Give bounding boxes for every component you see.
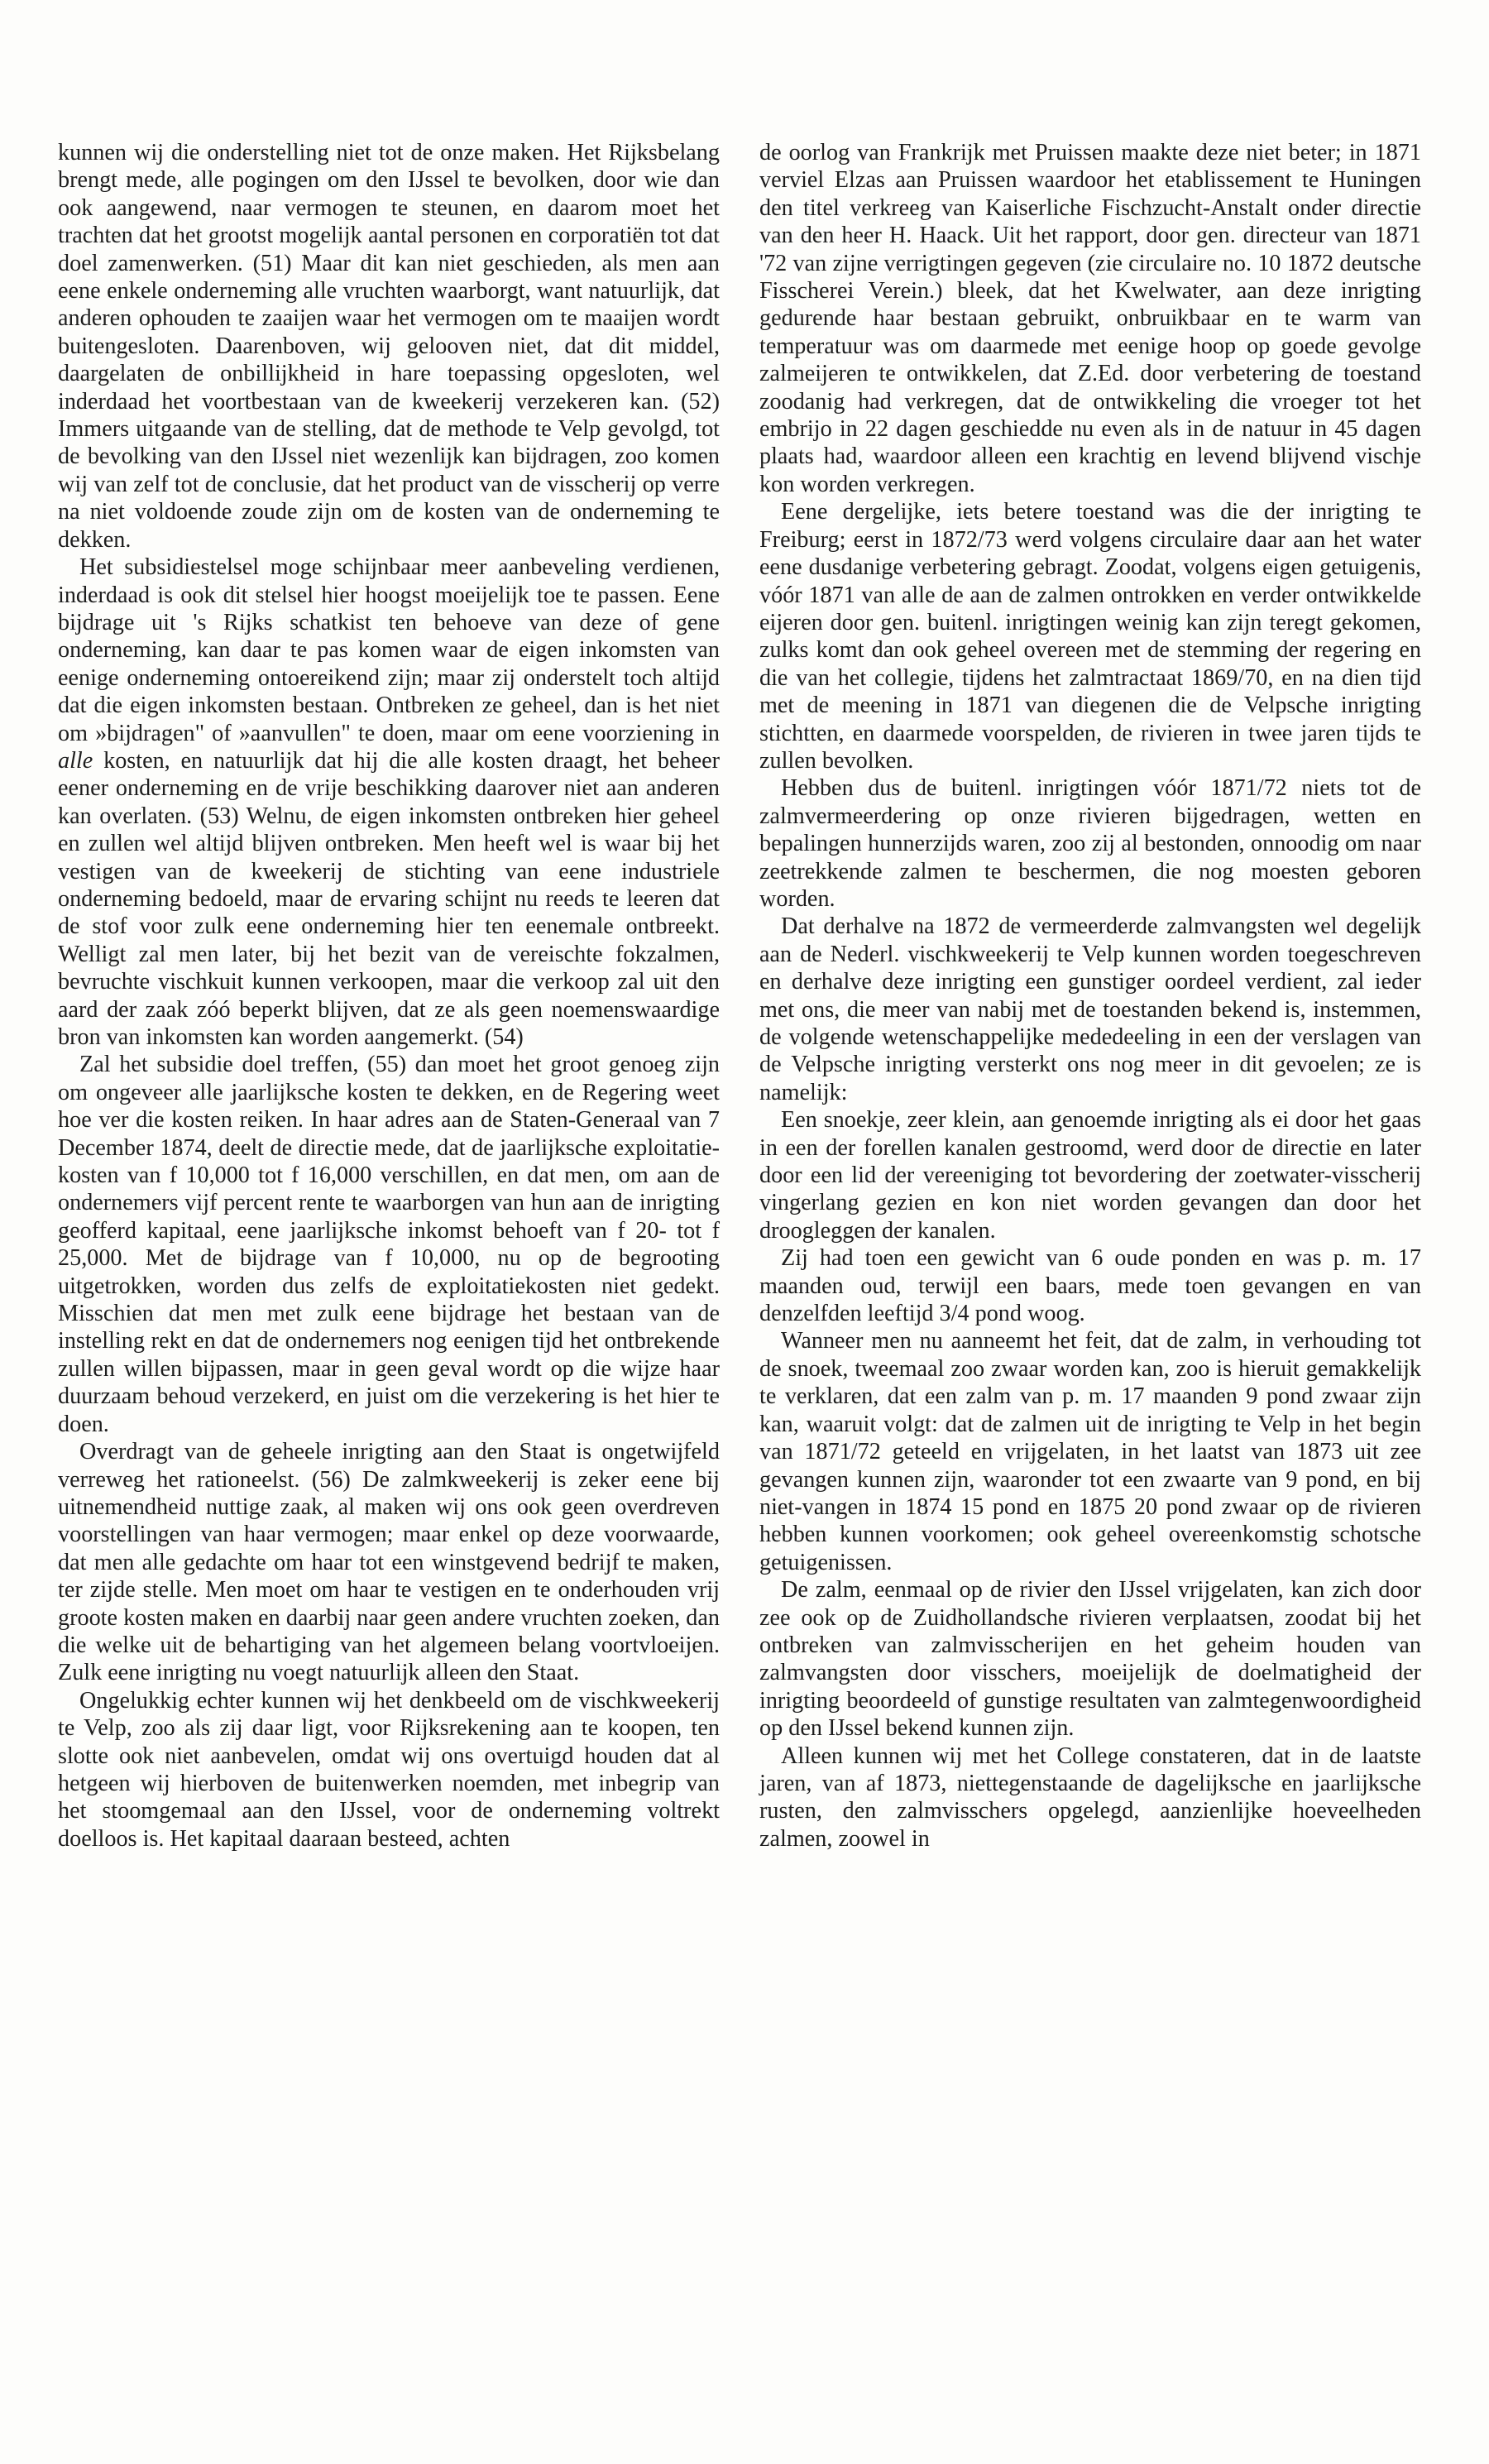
left-paragraph-1: kunnen wij die onderstelling niet tot de onze maken. Het Rijksbelang brengt mede, alle pogingen om den IJssel te bevolken, door wie dan ook aangewend, naar vermogen te steunen, en daarom moet het trachten dat het grootst mogelijk aantal personen en corporatiën tot dat doel zamenwerken. (51) Maar dit kan niet geschieden, als men aan eene enkele onderneming alle vruchten waarborgt, want natuurlijk, dat anderen ophouden te zaaijen waar het vermogen om te maaijen wordt buitengesloten. Daarenboven, wij gelooven niet, dat dit middel, daargelaten de onbillijkheid in hare toepassing opgesloten, wel inderdaad het voortbestaan van de kweekerij verzekeren kan. (52) Immers uitgaande van de stelling, dat de methode te Velp gevolgd, tot de bevolking van den IJssel niet wezenlijk kan bijdragen, zoo komen wij van zelf tot de conclusie, dat het product van de visscherij op verre na niet voldoende zoude zijn om de kosten van de onderneming te dekken. <box>58 140 720 553</box>
right-paragraph-8: De zalm, eenmaal op de rivier den IJssel vrijgelaten, kan zich door zee ook op de Zuidhollandsche rivieren verplaatsen, zoodat bij het ontbreken van zalmvisscherijen en het geheim houden van zalmvangsten door visschers, moeijelijk de doelmatigheid der inrigting beoordeeld of gunstige resultaten van zalmtegenwoordigheid op den IJssel bekend kunnen zijn. <box>759 1577 1421 1742</box>
right-paragraph-6: Zij had toen een gewicht van 6 oude ponden en was p. m. 17 maanden oud, terwijl een baars, mede toen gevangen en van denzelfden leeftijd 3/4 pond woog. <box>759 1245 1421 1327</box>
right-text-column <box>759 139 1421 1853</box>
left-paragraph-2-part-b: kosten, en natuurlijk dat hij die alle kosten draagt, het beheer eener onderneming en de vrije beschikking daarover niet aan anderen kan overlaten. (53) Welnu, de eigen inkomsten ontbreken hier geheel en zullen wel altijd blijven ontbreken. Men heeft wel is waar bij het vestigen van de kweekerij de stichting van eene industriele onderneming bedoeld, maar de ervaring schijnt nu reeds te leeren dat de stof voor zulk eene onderneming hier ten eenemale ontbreekt. Welligt zal men later, bij het bezit van de vereischte fokzalmen, bevruchte vischkuit kunnen verkoopen, maar die verkoop zal uit den aard der zaak zóó beperkt blijven, dat ze als geen noemenswaardige bron van inkomsten kan worden aangemerkt. (54) <box>58 747 720 1050</box>
left-paragraph-5: Ongelukkig echter kunnen wij het denkbeeld om de vischkweekerij te Velp, zoo als zij daar ligt, voor Rijksrekening aan te koopen, ten slotte ook niet aanbevelen, omdat wij ons overtuigd houden dat al hetgeen wij hierboven de buitenwerken noemden, met inbegrip van het stoomgemaal aan den IJssel, voor de onderneming voltrekt doelloos is. Het kapitaal daaraan besteed, achten <box>58 1687 720 1852</box>
right-paragraph-1: de oorlog van Frankrijk met Pruissen maakte deze niet beter; in 1871 verviel Elzas aan Pruissen waardoor het etablissement te Huningen den titel verkreeg van Kaiserliche Fischzucht-Anstalt onder directie van den heer H. Haack. Uit het rapport, door gen. directeur van 1871 '72 van zijne verrigtingen gegeven (zie circulaire no. 10 1872 deutsche Fisscherei Verein.) bleek, dat het Kwelwater, aan deze inrigting gedurende haar bestaan gebruikt, onbruikbaar en te warm van temperatuur was om daarmede met eenige hoop op goede gevolge zalmeijeren te ontwikkelen, dat Z.Ed. door verbetering de toestand zoodanig had verkregen, dat de ontwikkeling die vroeger tot het embrijo in 22 dagen geschiedde nu even als in de natuur in 45 dagen plaats had, waardoor alleen een krachtig en levend blijvend vischje kon worden verkregen. <box>759 140 1421 497</box>
right-paragraph-2: Eene dergelijke, iets betere toestand was die der inrigting te Freiburg; eerst in 1872/73 werd volgens circulaire daar aan het water eene dusdanige verbetering gebragt. Zoodat, volgens eigen getuigenis, vóór 1871 van alle de aan de zalmen ontrokken en verder ontwikkelde eijeren door gen. buitenl. inrigtingen weinig kan zijn teregt gekomen, zulks komt dan ook geheel overeen met de stemming der regering en die van het collegie, tijdens het zalmtractaat 1869/70, en na dien tijd met de meening in 1871 van diegenen die de Velpsche inrigting stichtten, en daarmede voorspelden, de rivieren in twee jaren tijds te zullen bevolken. <box>759 499 1421 774</box>
right-paragraph-5: Een snoekje, zeer klein, aan genoemde inrigting als ei door het gaas in een der forellen kanalen gestroomd, werd door de directie en later door een lid der vereeniging tot bevordering der zoetwater-visscherij vingerlang gezien en kon niet worden gevangen dan door het droogleggen der kanalen. <box>759 1107 1421 1244</box>
left-paragraph-4: Overdragt van de geheele inrigting aan den Staat is ongetwijfeld verreweg het rationeelst. (56) De zalmkweekerij is zeker eene bij uitnemendheid nuttige zaak, al maken wij ons ook geen overdreven voorstellingen van haar vermogen; maar enkel op deze voorwaarde, dat men alle gedachte om haar tot een winstgevend bedrijf te maken, ter zijde stelle. Men moet om haar te vestigen en te onderhouden vrij groote kosten maken en daarbij naar geen andere vruchten zoeken, dan die welke uit de behartiging van het algemeen belang voortvloeijen. Zulk eene inrigting nu voegt natuurlijk alleen den Staat. <box>58 1439 720 1686</box>
left-paragraph-3: Zal het subsidie doel treffen, (55) dan moet het groot genoeg zijn om ongeveer alle jaarlijksche kosten te dekken, en de Regering weet hoe ver die kosten reiken. In haar adres aan de Staten-Generaal van 7 December 1874, deelt de directie mede, dat de jaarlijksche exploitatie-kosten van f 10,000 tot f 16,000 verschillen, en dat men, om aan de ondernemers vijf percent rente te waarborgen van hun aan de inrigting geofferd kapitaal, eene jaarlijksche inkomst behoeft van f 20- tot f 25,000. Met de bijdrage van f 10,000, nu op de begrooting uitgetrokken, worden dus zelfs de exploitatiekosten niet gedekt. Misschien dat men met zulk eene bijdrage het bestaan van de instelling rekt en dat de ondernemers nog eenigen tijd het ontbrekende zullen willen bijpassen, maar in geen geval wordt op die wijze haar duurzaam behoud verzekerd, en juist om die verzekering is het hier te doen. <box>58 1052 720 1437</box>
right-paragraph-7: Wanneer men nu aanneemt het feit, dat de zalm, in verhouding tot de snoek, tweemaal zoo zwaar worden kan, zoo is hieruit gemakkelijk te verklaren, dat een zalm van p. m. 17 maanden 9 pond zwaar zijn kan, waaruit volgt: dat de zalmen uit de inrigting te Velp in het begin van 1871/72 geteeld en vrijgelaten, in het laatst van 1873 uit zee gevangen kunnen zijn, waaronder tot een zwaarte van 9 pond, en bij niet-vangen in 1874 15 pond en 1875 20 pond zwaar op de rivieren hebben kunnen voorkomen; ook geheel overeenkomstig schotsche getuigenissen. <box>759 1328 1421 1575</box>
left-paragraph-2 <box>58 554 720 1051</box>
right-paragraph-3: Hebben dus de buitenl. inrigtingen vóór 1871/72 niets tot de zalmvermeerdering op onze rivieren bijgedragen, wetten en bepalingen hunnerzijds waren, zoo zij al bestonden, onnoodig om naar zeetrekkende zalmen te beschermen, die nog moesten geboren worden. <box>759 775 1421 912</box>
right-paragraph-9: Alleen kunnen wij met het College constateren, dat in de laatste jaren, van af 1873, niettegenstaande de dagelijksche en jaarlijksche rusten, den zalmvisschers opgelegd, aanzienlijke hoeveelheden zalmen, zoowel in <box>759 1743 1421 1852</box>
left-paragraph-2-italic-word: alle <box>58 747 93 774</box>
right-paragraph-4: Dat derhalve na 1872 de vermeerderde zalmvangsten wel degelijk aan de Nederl. vischkweekerij te Velp kunnen worden toegeschreven en derhalve deze inrigting een gunstiger oordeel verdient, zal ieder met ons, die meer van nabij met de toestanden bekend is, instemmen, de volgende wetenschappelijke mededeeling in een der verslagen van de Velpsche inrigting versterkt ons nog meer in dit gevoelen; ze is namelijk: <box>759 913 1421 1105</box>
left-paragraph-2-part-a: Het subsidiestelsel moge schijnbaar meer aanbeveling verdienen, inderdaad is ook dit stelsel hier hoogst moeijelijk toe te passen. Eene bijdrage uit 's Rijks schatkist ten behoeve van deze of gene onderneming, kan daar te pas komen waar de eigen inkomsten van eenige onderneming ontoereikend zijn; maar zij onderstelt toch altijd dat die eigen inkomsten bestaan. Ontbreken ze geheel, dan is het niet om »bijdragen" of »aanvullen" te doen, maar om eene voorziening in <box>58 554 720 746</box>
left-text-column <box>58 139 720 1853</box>
